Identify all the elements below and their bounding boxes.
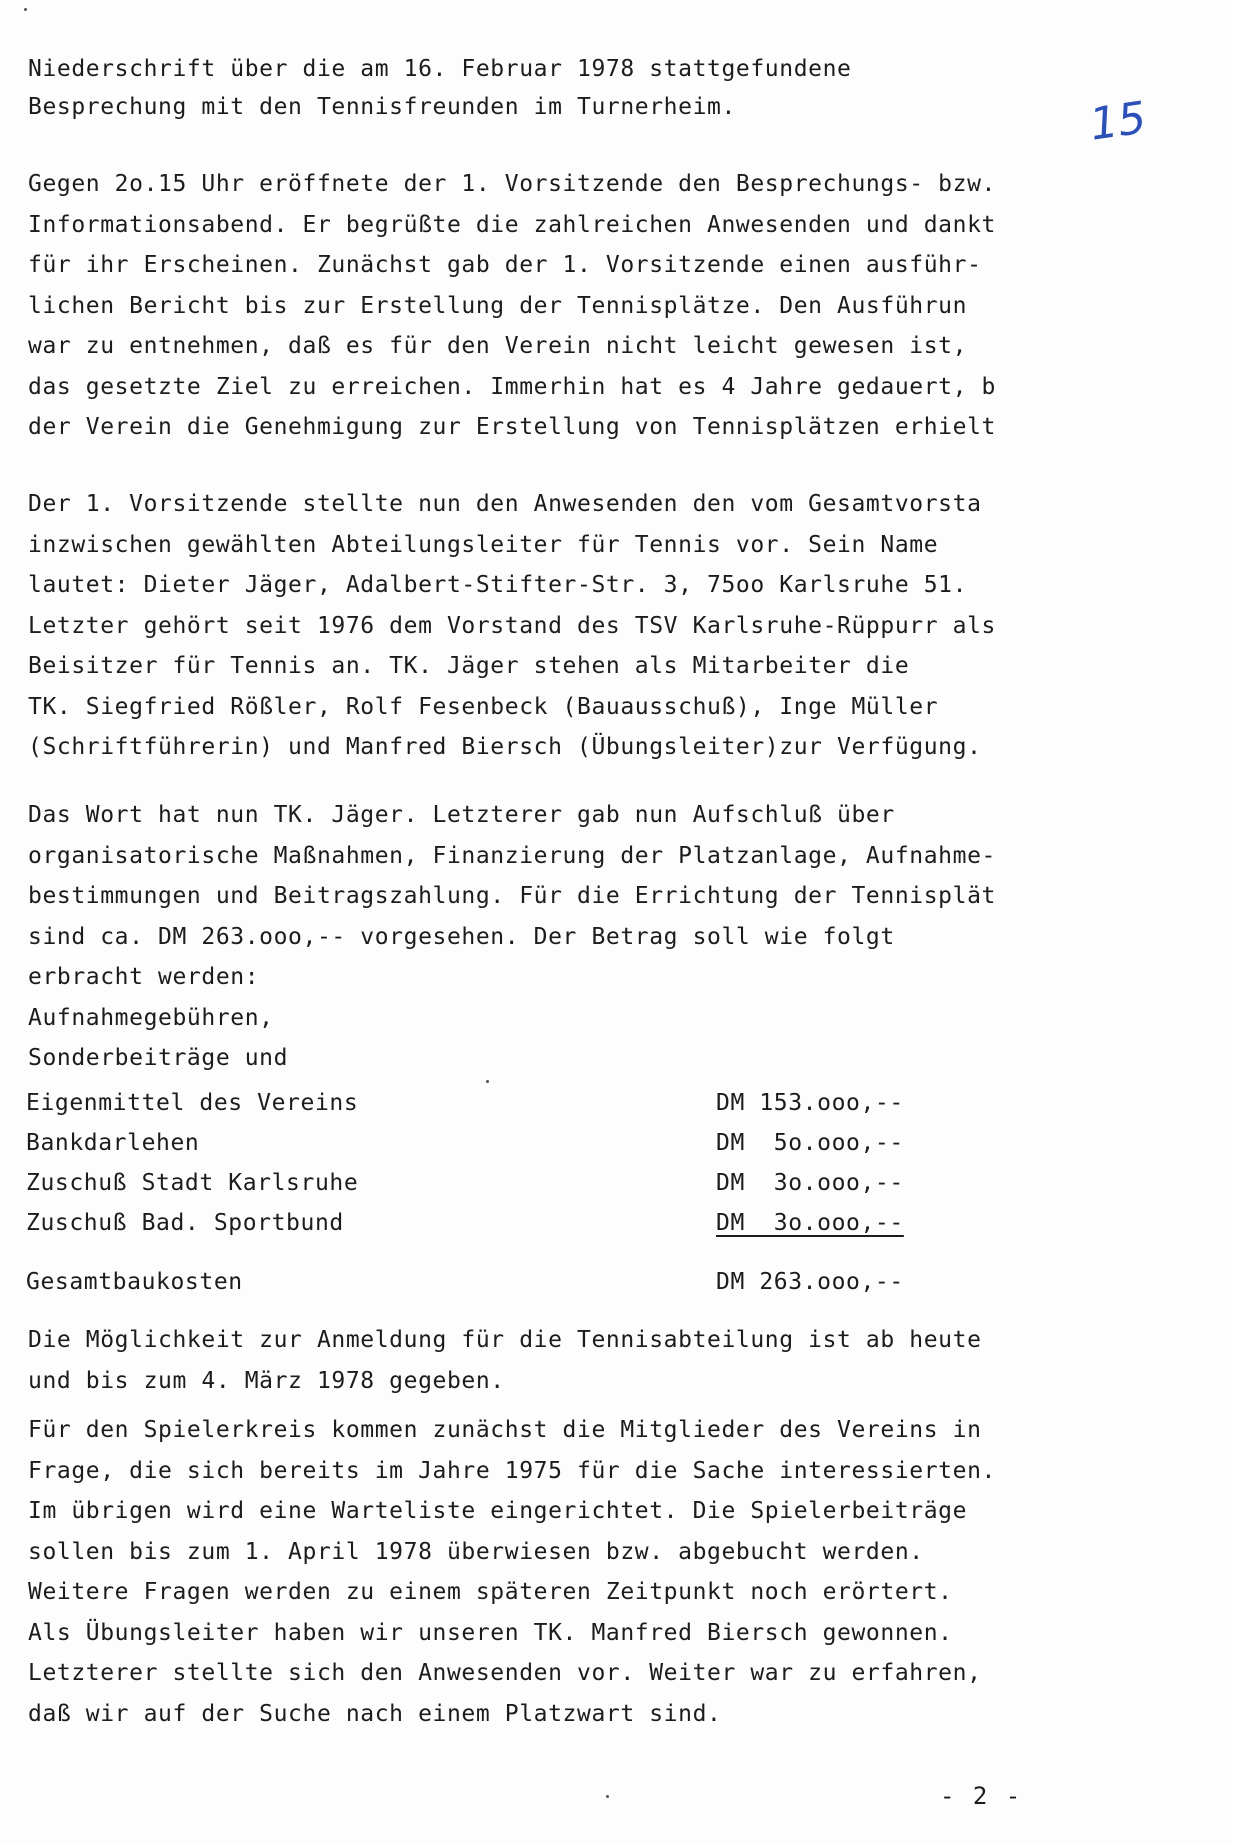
scan-speck <box>24 8 27 11</box>
text-line: der Verein die Genehmigung zur Erstellung von Tennisplätzen erhielt <box>28 414 996 440</box>
title-line: Besprechung mit den Tennisfreunden im Turnerheim. <box>28 94 736 120</box>
text-line: für ihr Erscheinen. Zunächst gab der 1. Vorsitzende einen ausführ- <box>28 252 982 278</box>
text-line: Aufnahmegebühren, <box>28 1004 274 1031</box>
text-line: Letzterer stellte sich den Anwesenden vor. Weiter war zu erfahren, <box>28 1660 982 1686</box>
cost-label: Zuschuß Bad. Sportbund <box>26 1210 344 1236</box>
page-number: - 2 - <box>940 1782 1023 1810</box>
text-line: und bis zum 4. März 1978 gegeben. <box>28 1367 505 1394</box>
text-line: erbracht werden: <box>28 964 260 990</box>
text-line: Für den Spielerkreis kommen zunächst die Mitglieder des Vereins in <box>28 1417 982 1443</box>
cost-total <box>26 1262 946 1302</box>
text-line: daß wir auf der Suche nach einem Platzwart sind. <box>28 1700 722 1727</box>
cost-total-label: Gesamtbaukosten <box>26 1269 243 1295</box>
cost-label: Eigenmittel des Vereins <box>26 1090 359 1116</box>
text-line: war zu entnehmen, daß es für den Verein nicht leicht gewesen ist, <box>28 333 968 359</box>
cost-label: Zuschuß Stadt Karlsruhe <box>26 1170 359 1196</box>
cost-row <box>26 1203 946 1243</box>
paragraph-registration <box>28 1320 1208 1401</box>
paragraph-players <box>28 1410 1208 1734</box>
text-line: inzwischen gewählten Abteilungsleiter für Tennis vor. Sein Name <box>28 531 939 558</box>
text-line: Frage, die sich bereits im Jahre 1975 für die Sache interessierten. <box>28 1457 996 1484</box>
text-line: Letzter gehört seit 1976 dem Vorstand des TSV Karlsruhe-Rüppurr als <box>28 612 996 639</box>
cost-amount: DM 3o.ooo,-- <box>716 1210 904 1236</box>
text-line: Sonderbeiträge und <box>28 1045 289 1071</box>
text-line: Beisitzer für Tennis an. TK. Jäger stehen als Mitarbeiter die <box>28 653 910 679</box>
cost-amount: DM 153.ooo,-- <box>716 1090 904 1116</box>
text-line: Das Wort hat nun TK. Jäger. Letzterer gab nun Aufschluß über <box>28 802 895 828</box>
cost-row <box>26 1163 946 1203</box>
text-line: Die Möglichkeit zur Anmeldung für die Tennisabteilung ist ab heute <box>28 1327 982 1353</box>
text-line: organisatorische Maßnahmen, Finanzierung der Platzanlage, Aufnahme- <box>28 842 996 869</box>
paragraph-opening <box>28 164 1208 448</box>
document-title <box>28 50 1208 126</box>
cost-amount: DM 3o.ooo,-- <box>716 1170 904 1196</box>
handwritten-page-mark: 15 <box>1086 92 1150 151</box>
text-line: sind ca. DM 263.ooo,-- vorgesehen. Der Betrag soll wie folgt <box>28 923 895 950</box>
text-line: Im übrigen wird eine Warteliste eingerichtet. Die Spielerbeiträge <box>28 1498 968 1524</box>
cost-total-row <box>26 1262 946 1302</box>
text-line: Informationsabend. Er begrüßte die zahlreichen Anwesenden und dankt <box>28 211 996 238</box>
text-line: lautet: Dieter Jäger, Adalbert-Stifter-Str. 3, 75oo Karlsruhe 51. <box>28 572 968 598</box>
text-line: (Schriftführerin) und Manfred Biersch (Übungsleiter)zur Verfügung. <box>28 734 982 760</box>
paragraph-department-head <box>28 484 1208 768</box>
cost-total-amount: DM 263.ooo,-- <box>716 1269 904 1295</box>
title-line: Niederschrift über die am 16. Februar 1978 stattgefundene <box>28 56 852 82</box>
paragraph-financing <box>28 795 1208 1079</box>
text-line: das gesetzte Ziel zu erreichen. Immerhin hat es 4 Jahre gedauert, b <box>28 373 996 400</box>
text-line: TK. Siegfried Rößler, Rolf Fesenbeck (Bauausschuß), Inge Müller <box>28 693 939 720</box>
text-line: Gegen 2o.15 Uhr eröffnete der 1. Vorsitzende den Besprechungs- bzw. <box>28 171 996 197</box>
text-line: sollen bis zum 1. April 1978 überwiesen bzw. abgebucht werden. <box>28 1538 924 1565</box>
text-line: bestimmungen und Beitragszahlung. Für die Errichtung der Tennisplät <box>28 883 996 909</box>
cost-row <box>26 1123 946 1163</box>
cost-label: Bankdarlehen <box>26 1130 200 1156</box>
text-line: lichen Bericht bis zur Erstellung der Tennisplätze. Den Ausführun <box>28 292 968 319</box>
cost-row <box>26 1083 946 1123</box>
scan-speck <box>606 1795 609 1798</box>
text-line: Der 1. Vorsitzende stellte nun den Anwesenden den vom Gesamtvorsta <box>28 491 982 517</box>
text-line: Weitere Fragen werden zu einem späteren Zeitpunkt noch erörtert. <box>28 1579 953 1605</box>
cost-table <box>26 1083 946 1243</box>
text-line: Als Übungsleiter haben wir unseren TK. Manfred Biersch gewonnen. <box>28 1619 953 1646</box>
cost-amount: DM 5o.ooo,-- <box>716 1130 904 1156</box>
